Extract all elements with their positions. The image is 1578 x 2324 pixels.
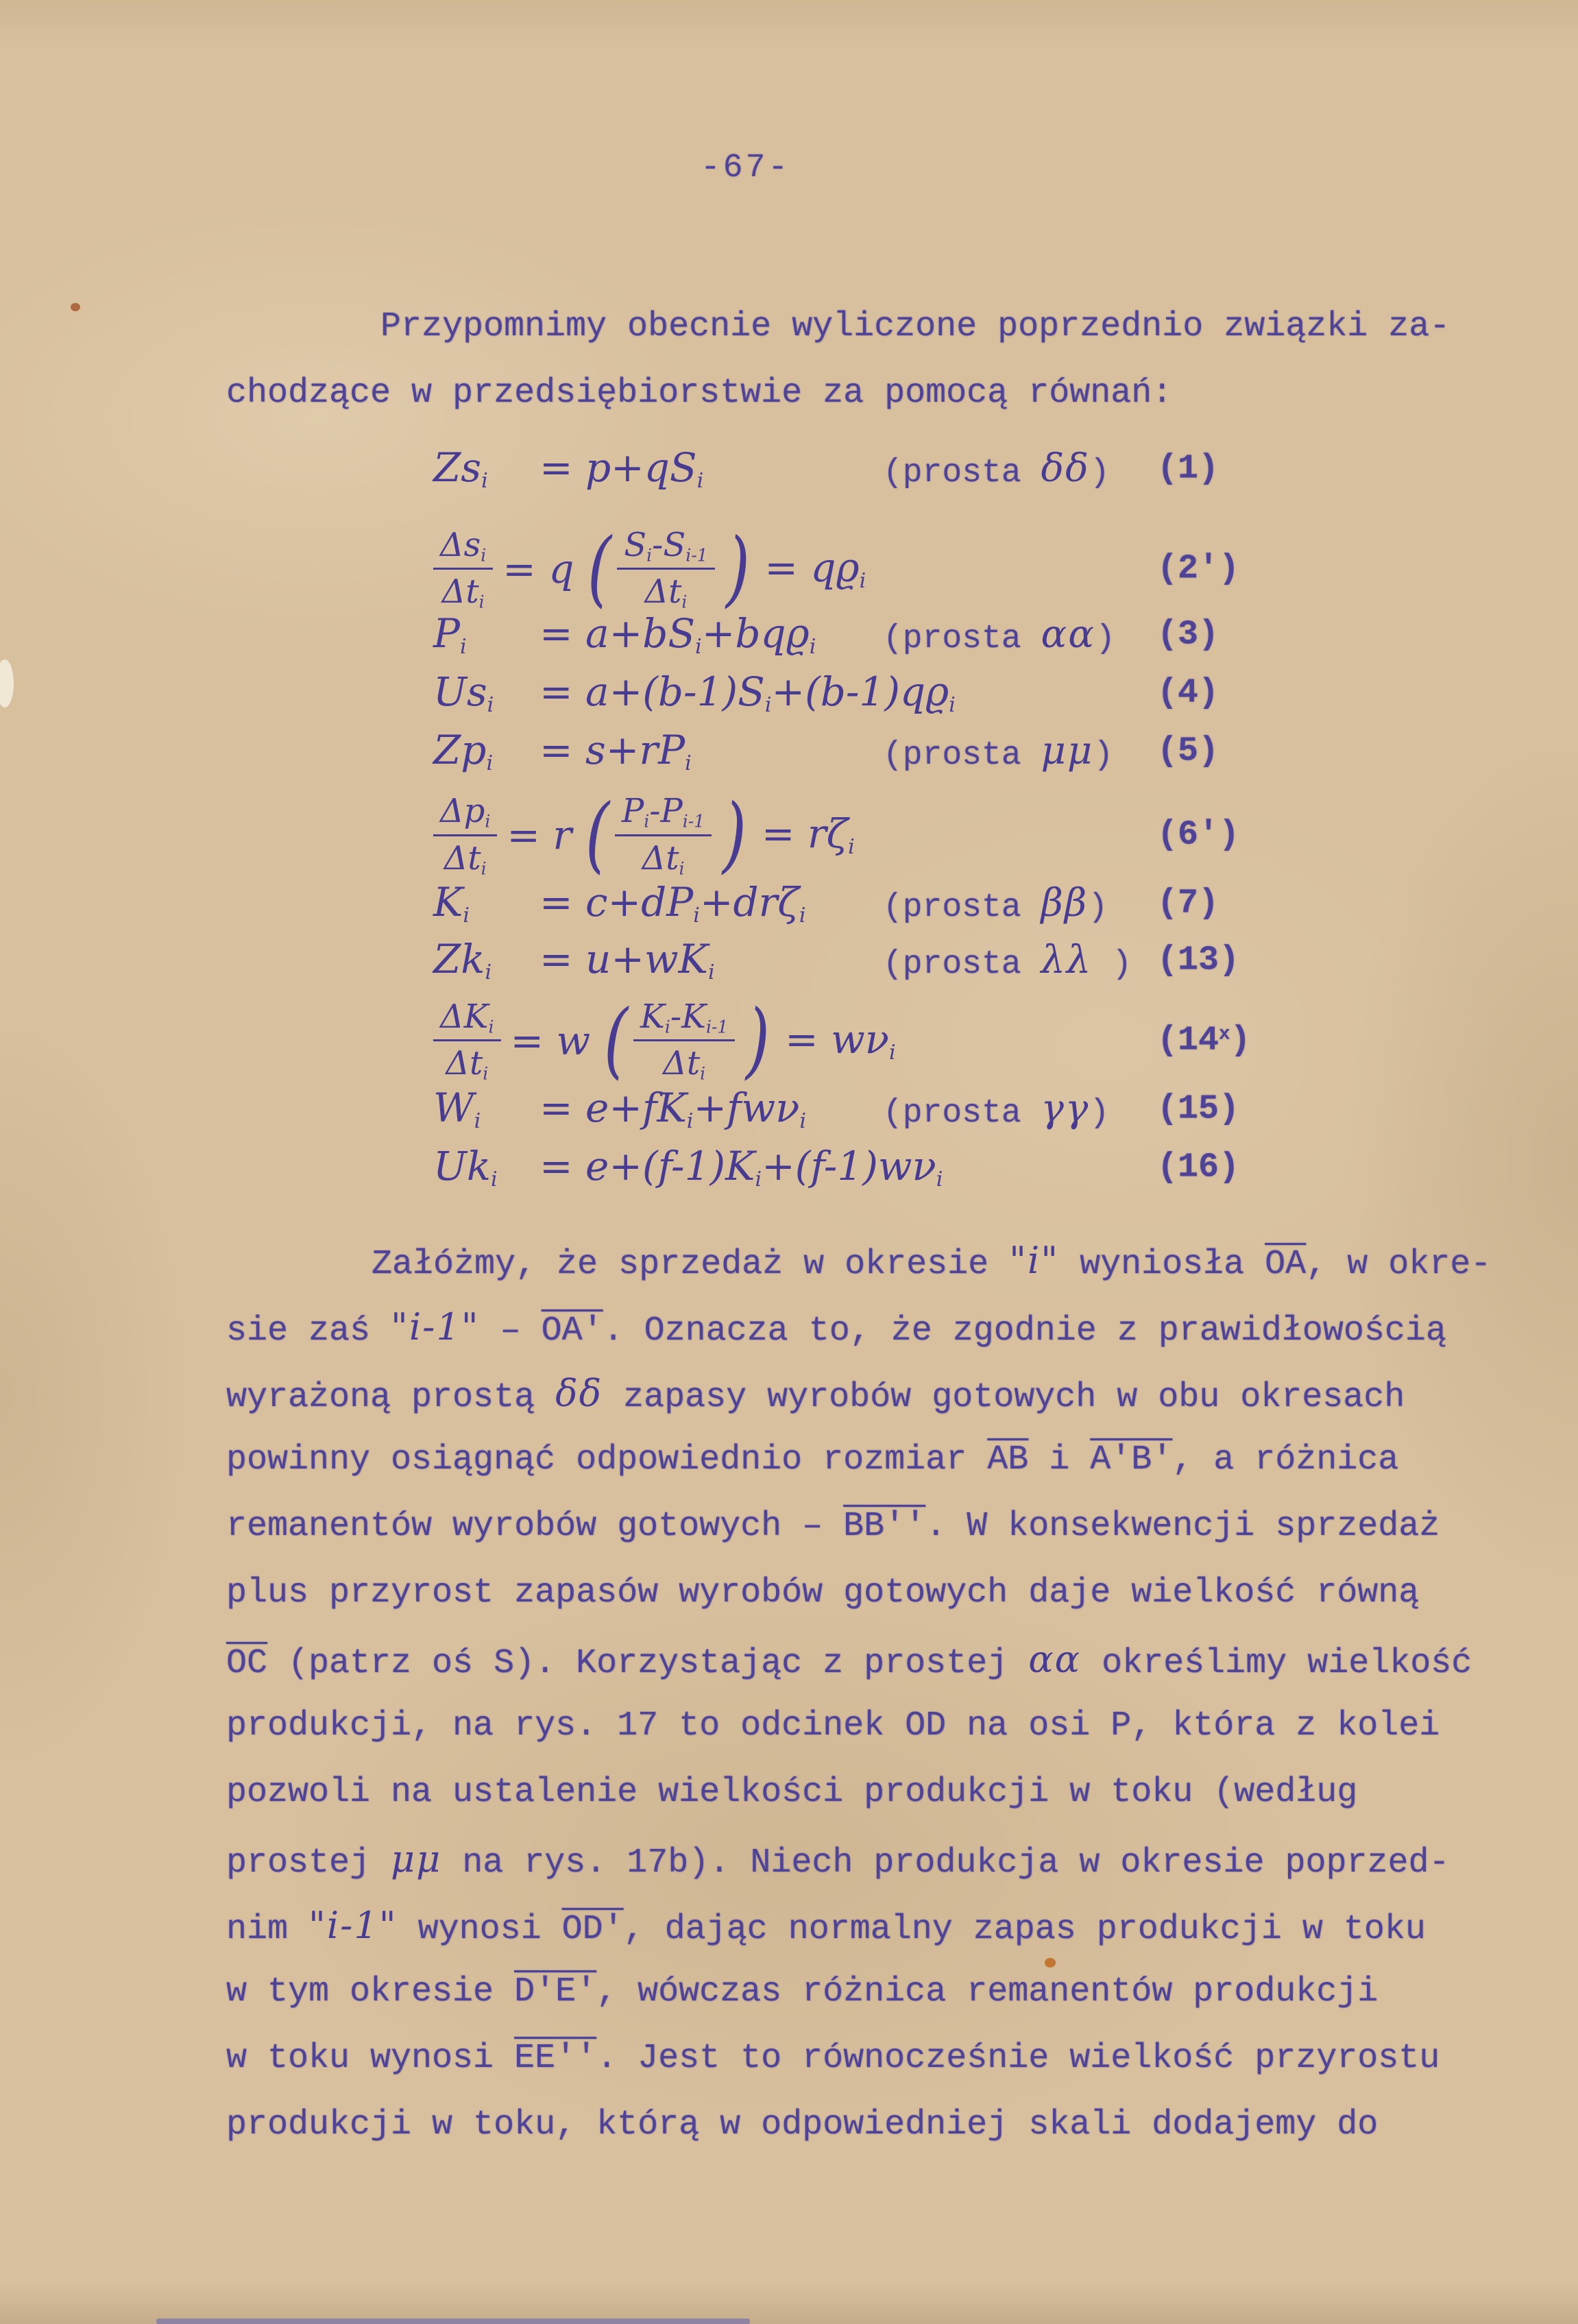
fraction xyxy=(633,997,735,1084)
text-segment: ϱ xyxy=(786,609,810,657)
text-segment: W xyxy=(433,1085,474,1132)
equation-rhs xyxy=(762,810,855,859)
text-segment: i xyxy=(474,1109,481,1134)
equation-operator xyxy=(511,1017,591,1064)
text-segment: +bq xyxy=(701,609,786,657)
equation-row xyxy=(0,718,1578,784)
text-segment: . Oznacza to, że zgodnie z prawidłowością xyxy=(603,1311,1446,1351)
text-segment: i xyxy=(486,751,494,776)
text-segment: i xyxy=(483,1063,489,1084)
text-segment: (prosta xyxy=(883,946,1041,983)
overlined-segment: BB'' xyxy=(843,1507,926,1546)
fraction xyxy=(433,792,497,878)
fraction-numerator xyxy=(433,526,493,570)
overlined-segment: $\overline{OA}$ xyxy=(1265,1245,1307,1284)
equation-number xyxy=(1157,1148,1239,1187)
text-segment: i xyxy=(644,811,650,832)
right-paren: ) xyxy=(722,787,747,882)
text-segment: P xyxy=(666,879,694,926)
text-segment: wyrażoną prostą xyxy=(226,1378,556,1417)
text-segment: P xyxy=(433,609,461,657)
text-segment: i xyxy=(696,469,704,494)
text-segment: i xyxy=(685,751,692,776)
equation-number xyxy=(1157,450,1219,489)
equation-rhs xyxy=(539,444,703,493)
text-segment: +drζ xyxy=(699,879,799,926)
equation-label xyxy=(883,729,1113,774)
text-segment: plus przyrost zapasów wyrobów gotowych daje wielkość równą xyxy=(226,1573,1420,1612)
handwritten-symbol: γγ xyxy=(1041,1087,1090,1131)
text-segment: Δt xyxy=(644,572,682,611)
fraction-numerator xyxy=(633,997,735,1041)
text-segment: Zp xyxy=(433,726,487,773)
text-segment: – xyxy=(479,1311,542,1351)
equation-row xyxy=(0,660,1578,725)
text-segment: i xyxy=(460,635,467,659)
text-segment: (prosta xyxy=(883,889,1041,926)
text-line xyxy=(226,1227,1491,1294)
text-segment: i xyxy=(686,1109,694,1134)
text-segment: i-1 xyxy=(685,545,708,565)
scan-artifact-strip xyxy=(156,2319,750,2324)
text-segment: +(b-1)q xyxy=(771,668,926,715)
text-segment: +fwν xyxy=(693,1085,800,1132)
text-segment: = c+d xyxy=(539,879,667,926)
text-segment: i xyxy=(487,693,494,718)
equation-lhs xyxy=(433,936,539,984)
overlined-segment: A'B' xyxy=(1090,1440,1173,1479)
text-line xyxy=(226,1826,1491,1892)
text-segment: i xyxy=(679,858,685,878)
text-segment: Δt xyxy=(446,1044,483,1082)
text-segment: i xyxy=(491,1167,498,1192)
handwritten-symbol: μμ xyxy=(1041,728,1094,773)
text-segment: ) xyxy=(1089,1095,1110,1132)
text-segment: = r xyxy=(507,812,572,858)
equation-number xyxy=(1157,731,1219,771)
text-segment: (5) xyxy=(1157,731,1219,771)
overlined-segment: OA' xyxy=(541,1311,603,1351)
text-segment: ϱ xyxy=(925,668,949,715)
text-segment: (15) xyxy=(1157,1089,1240,1129)
text-segment: K xyxy=(678,936,708,983)
text-line xyxy=(226,1427,1491,1493)
text-segment: i xyxy=(463,904,470,928)
text-segment: S xyxy=(624,525,647,564)
text-line xyxy=(226,1759,1491,1826)
text-segment: P xyxy=(658,726,685,773)
text-segment: +(f-1)wν xyxy=(762,1142,936,1189)
text-segment: (4) xyxy=(1157,673,1219,712)
text-segment: i xyxy=(646,545,653,565)
text-segment: i xyxy=(693,904,700,928)
text-segment: i-1 xyxy=(705,1017,729,1037)
text-segment: = wν xyxy=(785,1015,890,1063)
text-segment: i xyxy=(700,1063,706,1084)
equation-number xyxy=(1157,615,1219,654)
equation-rhs xyxy=(539,610,816,659)
text-segment: i xyxy=(764,693,772,718)
text-segment: Zs xyxy=(433,444,482,492)
handwritten-symbol: "i-1" xyxy=(391,1305,480,1348)
left-paren: ( xyxy=(587,520,612,616)
text-segment: K xyxy=(640,997,665,1036)
text-segment: wyniosła xyxy=(1059,1245,1265,1284)
equation-label xyxy=(883,612,1115,657)
text-segment: i xyxy=(755,1167,762,1192)
equation-row xyxy=(0,437,1578,500)
fraction xyxy=(617,526,714,612)
overlined-segment: $\overline{OC}$ xyxy=(226,1644,268,1683)
text-segment: Δs xyxy=(440,525,481,564)
text-segment: i xyxy=(488,1017,494,1037)
equation-lhs xyxy=(433,1143,539,1191)
text-segment: ) xyxy=(1092,946,1132,983)
text-line xyxy=(226,1693,1491,1759)
equation-number xyxy=(1157,1021,1251,1060)
handwritten-symbol: δδ xyxy=(555,1372,603,1415)
text-segment: i xyxy=(859,569,866,594)
equation-row xyxy=(0,1135,1578,1200)
equation-lhs xyxy=(433,1085,539,1133)
text-line xyxy=(226,2092,1491,2158)
text-segment: i xyxy=(478,592,485,612)
overlined-segment: EE'' xyxy=(514,2039,597,2078)
text-segment: S xyxy=(669,444,697,492)
text-segment: powinny osiągnąć odpowiednio rozmiar xyxy=(226,1440,988,1479)
text-segment: w tym okresie xyxy=(226,1972,515,2011)
equation-row xyxy=(0,929,1578,992)
text-segment: produkcji, na rys. 17 to odcinek OD na osi P, która z kolei xyxy=(226,1706,1440,1745)
equation-operator xyxy=(502,546,574,592)
text-segment: i-1 xyxy=(682,811,705,832)
text-segment: ) xyxy=(1088,889,1108,926)
text-segment: , w okre- xyxy=(1306,1245,1492,1284)
text-segment: wynosi xyxy=(397,1910,562,1949)
overlined-segment: OD' xyxy=(561,1910,624,1949)
text-segment: S xyxy=(668,609,696,657)
equation-number xyxy=(1157,816,1239,855)
ink-speck xyxy=(1045,1958,1056,1968)
text-segment: = w xyxy=(510,1017,591,1064)
text-segment: i xyxy=(695,635,702,659)
text-segment: Przypomnimy obecnie wyliczone poprzednio związki za- xyxy=(380,307,1450,346)
text-segment: i xyxy=(889,1041,896,1065)
fraction-numerator xyxy=(617,526,714,570)
text-segment: i xyxy=(681,592,688,612)
handwritten-symbol: λλ xyxy=(1041,938,1093,982)
text-segment: = a+(b-1) xyxy=(539,668,738,715)
text-segment: . Jest to równocześnie wielkość przyrostu xyxy=(596,2039,1440,2078)
text-segment: = q xyxy=(502,545,574,592)
text-segment: na rys. 17b). Niech produkcja w okresie poprzed- xyxy=(441,1843,1450,1883)
text-segment: Δt xyxy=(441,572,479,611)
text-segment: Załóżmy, że sprzedaż w okresie xyxy=(372,1245,1010,1284)
text-line xyxy=(226,2025,1491,2092)
text-segment: Δt xyxy=(444,838,481,877)
handwritten-symbol: ββ xyxy=(1041,881,1089,925)
text-segment: i xyxy=(481,469,488,494)
fraction-numerator xyxy=(433,792,497,836)
fraction xyxy=(433,997,501,1084)
text-segment: sie zaś xyxy=(226,1311,391,1351)
text-segment: K xyxy=(657,1085,687,1132)
text-segment: (patrz oś S). Korzystając z prostej xyxy=(267,1644,1029,1683)
text-line xyxy=(226,1560,1491,1626)
text-segment: i xyxy=(481,545,487,565)
text-segment: (prosta xyxy=(883,736,1041,774)
handwritten-symbol: "i" xyxy=(1009,1239,1060,1282)
text-segment: = u+w xyxy=(539,936,679,983)
text-segment: (prosta xyxy=(883,455,1041,492)
text-segment: (13) xyxy=(1157,941,1240,980)
text-segment: = p+q xyxy=(539,444,670,492)
text-segment: -P xyxy=(649,792,683,831)
text-segment: i xyxy=(485,811,491,832)
text-segment: Zk xyxy=(433,936,485,983)
equation-number xyxy=(1157,884,1219,923)
text-segment: i xyxy=(799,1109,807,1134)
text-segment: ) xyxy=(1093,736,1114,774)
equation-rhs xyxy=(539,936,715,984)
text-segment: , a różnica xyxy=(1172,1440,1399,1479)
text-segment: zapasy wyrobów gotowych w obu okresach xyxy=(603,1378,1405,1417)
text-segment: S xyxy=(738,668,765,715)
text-segment: . W konsekwencji sprzedaż xyxy=(925,1507,1440,1546)
right-paren: ) xyxy=(746,992,770,1088)
equation-rhs xyxy=(539,1085,806,1133)
text-segment: , dając normalny zapas produkcji w toku xyxy=(623,1910,1426,1949)
text-segment: = e+(f-1) xyxy=(539,1142,726,1189)
text-segment: i xyxy=(664,1017,670,1037)
text-line xyxy=(226,1294,1491,1360)
text-segment: K xyxy=(725,1142,755,1189)
equation-lhs xyxy=(433,879,539,928)
text-segment: i xyxy=(848,835,855,860)
text-segment: produkcji w toku, którą w odpowiedniej skali dodajemy do xyxy=(226,2105,1379,2144)
equation-rhs xyxy=(539,668,956,717)
text-segment: (1) xyxy=(1157,449,1219,489)
equation-row xyxy=(0,784,1578,886)
text-segment: (16) xyxy=(1157,1148,1240,1187)
text-segment: pozwoli na ustalenie wielkości produkcji w toku (według xyxy=(226,1773,1358,1812)
ink-speck xyxy=(71,303,80,311)
page-number: -67- xyxy=(701,149,791,186)
text-segment: i xyxy=(485,960,492,985)
text-segment: = e+f xyxy=(539,1085,657,1132)
text-segment: i xyxy=(481,858,487,878)
overlined-segment: D'E' xyxy=(514,1972,597,2011)
text-segment: K xyxy=(433,879,463,926)
equation-lhs xyxy=(433,444,539,493)
text-segment: P xyxy=(621,792,644,831)
equation-label xyxy=(883,1087,1109,1132)
equation-label xyxy=(883,881,1108,926)
fraction xyxy=(615,792,712,878)
text-segment: i xyxy=(799,904,806,928)
text-segment: ) xyxy=(1095,620,1115,657)
text-segment: (6') xyxy=(1157,815,1240,855)
handwritten-symbol: αα xyxy=(1041,612,1096,657)
left-paren: ( xyxy=(604,992,629,1088)
text-segment: (2') xyxy=(1157,549,1240,588)
text-segment: prostej xyxy=(226,1843,391,1883)
text-line xyxy=(226,1959,1491,2025)
text-segment: chodzące w przedsiębiorstwie za pomocą równań: xyxy=(226,374,1173,413)
fraction-numerator xyxy=(615,792,712,836)
text-segment: (prosta xyxy=(883,620,1041,657)
text-segment: i xyxy=(707,960,715,985)
text-segment: i xyxy=(809,635,816,659)
equation-row xyxy=(0,602,1578,667)
equation-rhs xyxy=(539,1143,943,1191)
text-segment: ) xyxy=(1089,455,1110,492)
text-line xyxy=(226,1360,1491,1427)
fraction xyxy=(433,526,493,612)
handwritten-symbol: αα xyxy=(1028,1638,1082,1681)
handwritten-symbol: μμ xyxy=(391,1837,442,1880)
text-segment: ) xyxy=(1230,1021,1251,1060)
text-segment: ΔK xyxy=(440,997,489,1036)
equation-lhs xyxy=(433,610,539,659)
equation-rhs xyxy=(764,544,866,593)
text-segment: = a+b xyxy=(539,609,668,657)
text-segment: remanentów wyrobów gotowych – xyxy=(226,1507,844,1546)
equation-number xyxy=(1157,1090,1239,1129)
text-segment: Us xyxy=(433,668,487,715)
equation-rhs xyxy=(785,1016,896,1065)
equation-row xyxy=(0,872,1578,935)
equation-number xyxy=(1157,941,1239,980)
equation-label xyxy=(883,938,1132,983)
text-segment: = qϱ xyxy=(764,544,860,591)
handwritten-symbol: "i-1" xyxy=(308,1904,398,1947)
equation-lhs xyxy=(433,727,539,775)
right-paren: ) xyxy=(725,520,750,616)
overlined-segment: $\overline{AB}$ xyxy=(987,1440,1029,1479)
text-segment: w toku wynosi xyxy=(226,2039,515,2078)
text-segment: , wówczas różnica remanentów produkcji xyxy=(596,1972,1379,2011)
text-segment: nim xyxy=(226,1910,309,1949)
paragraph-body xyxy=(226,1227,1491,2158)
equation-rhs xyxy=(539,727,692,775)
text-segment: (14 xyxy=(1157,1021,1219,1060)
text-segment: -K xyxy=(670,997,706,1036)
equation-operator xyxy=(507,812,572,858)
text-segment: = rζ xyxy=(761,810,849,858)
text-line xyxy=(226,1493,1491,1560)
equation-lhs xyxy=(433,668,539,717)
text-segment: i xyxy=(949,693,956,718)
equation-rhs xyxy=(539,879,805,928)
text-segment: Uk xyxy=(433,1142,491,1189)
text-segment: (7) xyxy=(1157,884,1219,923)
text-segment: -S xyxy=(652,525,686,564)
equation-row xyxy=(0,1078,1578,1141)
handwritten-symbol: δδ xyxy=(1041,446,1090,491)
text-line xyxy=(226,1892,1491,1959)
equation-number xyxy=(1157,549,1239,588)
text-segment: określimy wielkość xyxy=(1081,1644,1472,1683)
text-line xyxy=(226,1626,1491,1693)
text-segment: i xyxy=(936,1167,943,1192)
text-segment: (3) xyxy=(1157,615,1219,654)
text-segment: x xyxy=(1219,1023,1230,1045)
text-segment: Δp xyxy=(440,792,485,831)
text-segment: Δt xyxy=(642,838,679,877)
text-segment: (prosta xyxy=(883,1095,1041,1132)
equation-label xyxy=(883,446,1110,492)
left-paren: ( xyxy=(585,787,610,882)
text-segment: i xyxy=(1028,1440,1091,1479)
equation-number xyxy=(1157,673,1219,712)
text-segment: = s+r xyxy=(539,726,659,773)
text-segment: Δt xyxy=(663,1044,701,1082)
fraction-numerator xyxy=(433,997,501,1041)
